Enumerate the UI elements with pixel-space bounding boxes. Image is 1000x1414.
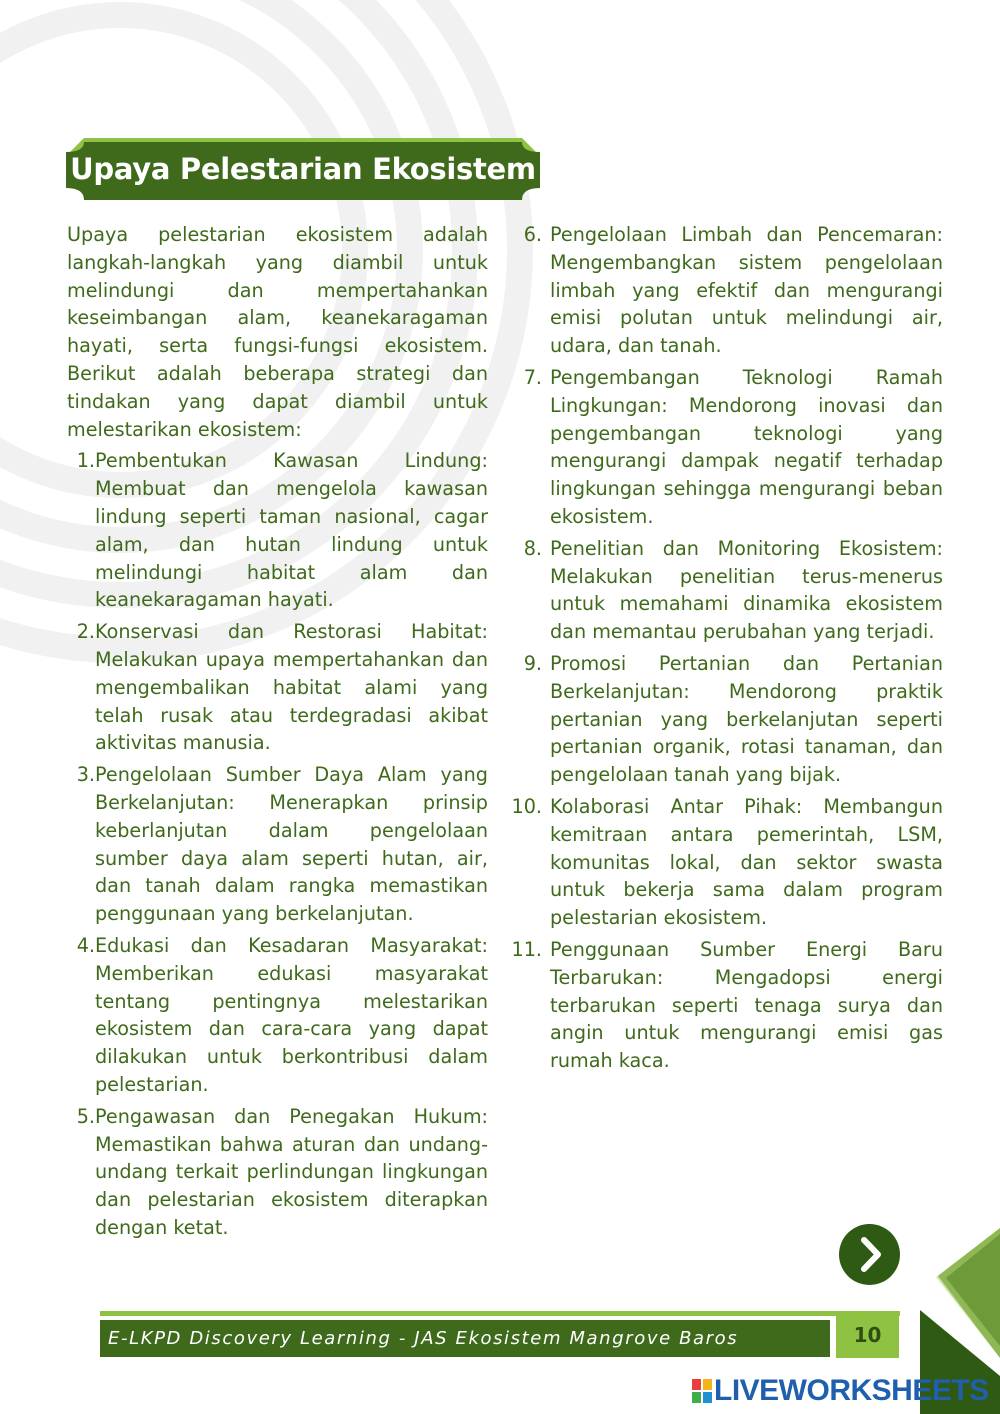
footer-text: E-LKPD Discovery Learning - JAS Ekosistem Mangrove Baros <box>108 1328 739 1349</box>
list-number: 3. <box>76 763 95 787</box>
right-column <box>510 221 943 1079</box>
left-column <box>67 221 488 1246</box>
list-number: 10. <box>511 794 542 818</box>
list-item <box>67 447 488 614</box>
list-text: Pengembangan Teknologi Ramah Lingkungan: Mendorong inovasi dan pengembangan teknologi yang mengurangi dampak negatif terhadap lingkungan sehingga mengurangi beban ekosistem. <box>550 365 943 528</box>
list-text: Pembentukan Kawasan Lindung: Membuat dan mengelola kawasan lindung seperti taman nasional, cagar alam, dan hutan lindung untuk melindungi habitat alam dan keanekaragaman hayati. <box>95 449 488 612</box>
list-text: Penelitian dan Monitoring Ekosistem: Melakukan penelitian terus-menerus untuk memahami dinamika ekosistem dan memantau perubahan yang terjadi. <box>550 536 943 644</box>
list-number: 1. <box>76 449 95 473</box>
list-text: Pengelolaan Sumber Daya Alam yang Berkelanjutan: Menerapkan prinsip keberlanjutan dalam pengelolaan sumber daya alam seperti hutan, air, dan tanah dalam rangka memastikan penggunaan yang berkelanjutan. <box>95 763 488 926</box>
list-item <box>510 793 943 932</box>
liveworksheets-wordmark: LIVEWORKSHEETS <box>714 1374 989 1407</box>
list-number: 2. <box>76 620 95 644</box>
list-text: Edukasi dan Kesadaran Masyarakat: Memberikan edukasi masyarakat tentang pentingnya melestarikan ekosistem dan cara-cara yang dapat dilakukan untuk berkontribusi dalam pelestarian. <box>95 933 488 1096</box>
list-number: 11. <box>511 937 542 961</box>
list-item <box>510 650 943 789</box>
list-item <box>510 936 943 1075</box>
list-item <box>510 221 943 360</box>
list-number: 8. <box>523 536 542 560</box>
list-item <box>510 535 943 646</box>
chevron-right-icon <box>839 1224 900 1285</box>
list-number: 9. <box>523 651 542 675</box>
list-item <box>67 932 488 1099</box>
page-number-box <box>836 1316 899 1358</box>
title-banner <box>66 138 540 202</box>
footer-accent-line <box>100 1311 900 1316</box>
list-item <box>67 1103 488 1242</box>
list-text: Pengelolaan Limbah dan Pencemaran: Mengembangkan sistem pengelolaan limbah yang efektif dan mengurangi emisi polutan untuk melindungi air, udara, dan tanah. <box>550 223 943 358</box>
footer-bar <box>100 1320 830 1357</box>
list-item <box>67 761 488 928</box>
list-item <box>510 364 943 531</box>
list-text: Promosi Pertanian dan Pertanian Berkelanjutan: Mendorong praktik pertanian yang berkelanjutan seperti pertanian organik, rotasi tanaman, dan pengelolaan tanah yang bijak. <box>550 651 943 787</box>
list-item <box>67 618 488 757</box>
intro-paragraph: Upaya pelestarian ekosistem adalah langkah-langkah yang diambil untuk melindungi dan mempertahankan keseimbangan alam, keanekaragaman hayati, serta fungsi-fungsi ekosistem. Berikut adalah beberapa strategi dan tindakan yang dapat diambil untuk melestarikan ekosistem: <box>67 223 488 441</box>
list-text: Penggunaan Sumber Energi Baru Terbarukan: Mengadopsi energi terbarukan seperti tenaga surya dan angin untuk mengurangi emisi gas rumah kaca. <box>550 937 943 1073</box>
list-text: Konservasi dan Restorasi Habitat: Melakukan upaya mempertahankan dan mengembalikan habitat alami yang telah rusak atau terdegradasi akibat aktivitas manusia. <box>95 620 488 755</box>
list-number: 4. <box>76 933 95 957</box>
liveworksheets-logo[interactable] <box>692 1374 989 1408</box>
liveworksheets-icon <box>692 1379 712 1403</box>
list-number: 7. <box>523 365 542 389</box>
page-number: 10 <box>853 1323 882 1347</box>
list-number: 6. <box>523 223 542 246</box>
list-text: Pengawasan dan Penegakan Hukum: Memastikan bahwa aturan dan undang-undang terkait perlindungan lingkungan dan pelestarian ekosistem diterapkan dengan ketat. <box>95 1104 488 1239</box>
list-text: Kolaborasi Antar Pihak: Membangun kemitraan antara pemerintah, LSM, komunitas lokal, dan sektor swasta untuk bekerja sama dalam program pelestarian ekosistem. <box>550 794 943 930</box>
page-title: Upaya Pelestarian Ekosistem <box>70 152 536 186</box>
next-page-button[interactable] <box>839 1224 900 1285</box>
list-number: 5. <box>76 1104 95 1128</box>
